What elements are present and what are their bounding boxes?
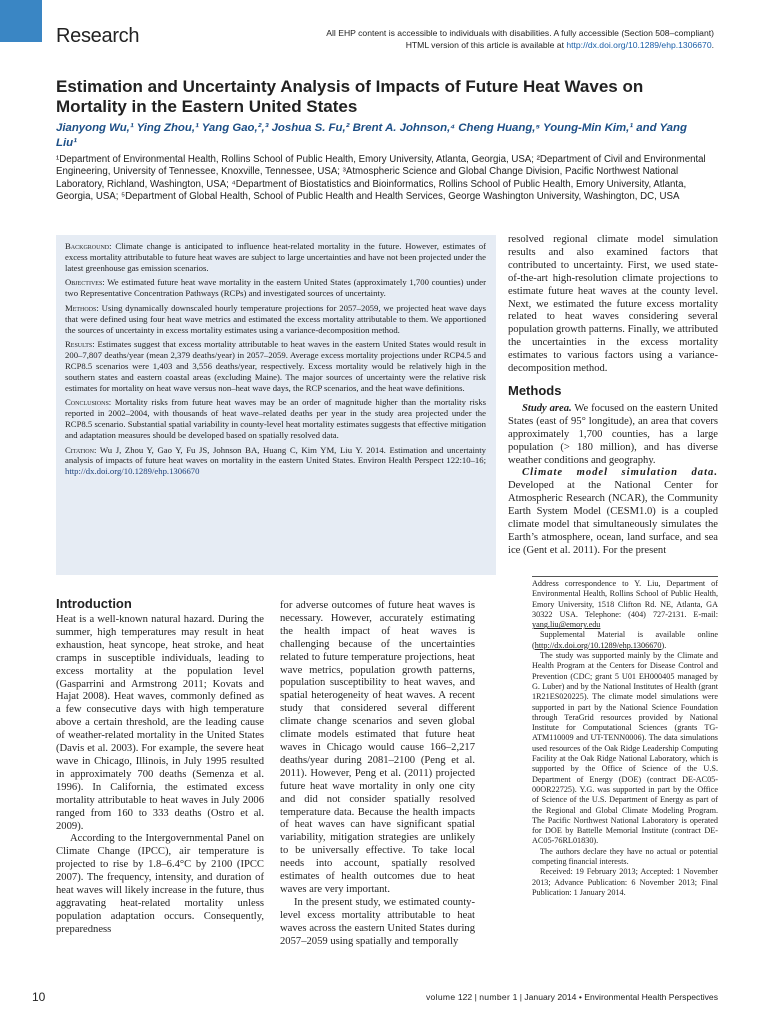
mid-paragraph-2: In the present study, we estimated county-level excess mortality attributable to heat waves across the eastern United States during 2057–2059 using spatially and temporally (280, 896, 475, 947)
citation-doi-link[interactable]: http://dx.doi.org/10.1289/ehp.1306670 (65, 466, 200, 477)
article-title: Estimation and Uncertainty Analysis of Impacts of Future Heat Waves on Mortality in the Eastern United States (56, 77, 644, 116)
dates-note: Received: 19 February 2013; Accepted: 1 November 2013; Advance Publication: 6 November 2013; Final Publication: 1 January 2014. (532, 867, 718, 897)
methods-heading: Methods (508, 382, 562, 398)
email-link[interactable]: yang.liu@emory.edu (532, 620, 601, 630)
author-list: Jianyong Wu,¹ Ying Zhou,¹ Yang Gao,²,³ Joshua S. Fu,² Brent A. Johnson,⁴ Cheng Huang,⁵ Young-Min Kim,¹ and Yang Liu¹ (56, 122, 687, 149)
footnote-divider (532, 576, 718, 577)
accessibility-note (304, 28, 714, 51)
left-column-text (56, 614, 264, 937)
access-line-2: HTML version of this article is available at http://dx.doi.org/10.1289/ehp.1306670. (405, 39, 714, 50)
abstract-box (56, 235, 496, 575)
funding-note: The study was supported mainly by the Climate and Health Program at the Centers for Disease Control and Prevention (CDC; grant 5 U01 EH000405 managed by G. Luber) and by the National Institutes of Health (grant 1R21ES020225). The climate model simulations were supported in part by the National Science Foundation through TeraGrid resources provided by National Institute for Computational Sciences (grants TG-ATM110009 and UT-TENN0006). The data simulations used resources of the Oak Ridge Leadership Computing Facility at the Oak Ridge National Laboratory, which is supported by the Office of Science of the U.S. Department of Energy (DOE) (contract DE-AC05-00OR22725). Y.G. was supported in part by the Office of Science of the U.S. Department of Energy as part of the Regional and Global Climate Modeling Program. The Pacific Northwest National Laboratory is operated for DOE by Battelle Memorial Institute (contract DE-AC05-76RL01830). (532, 651, 718, 846)
section-label: Research (56, 25, 140, 47)
mid-paragraph-1: for adverse outcomes of future heat waves is necessary. However, accurately estimating the health impact of heat waves is challenging because of the uncertainties related to future temperature projections, heat wave metrics, population growth patterns, population susceptibility to heat waves, and spatial heterogeneity of heat waves. A recent study that considered several different climate change scenarios and seven global climate models estimated that future heat waves in Chicago would cause 166–2,217 deaths/year during 2081–2100 (Peng et al. 2011). However, Peng et al. (2011) projected future heat wave mortality in only one city and did not consider spatially resolved temperature data. Because the health impacts of heat waves can have significant spatial variability, mitigation strategies are unlikely to be universally effective. To take local needs into account, spatially resolved estimates of health outcomes due to heat waves are very important. (280, 600, 475, 895)
abstract-background: Background: Climate change is anticipated to influence heat-related mortality in the future. However, estimates of excess mortality attributable to future heat waves are subject to large uncertainties and have not been projected under the latest greenhouse gas emission scenarios. (65, 241, 486, 273)
supplemental-link[interactable]: http://dx.doi.org/10.1289/ehp.1306670 (534, 640, 662, 650)
affiliations: ¹Department of Environmental Health, Rollins School of Public Health, Emory University, Atlanta, Georgia, USA; ²Department of Civil and Environmental Engineering, University of Tennessee, Knoxville, Tennessee, USA; ³Atmospheric Science and Global Change Division, Pacific Northwest National Laboratory, Richland, Washington, USA; ⁴Department of Biostatistics and Bioinformatics, Rollins School of Public Health, Emory University, Atlanta, Georgia, USA; ⁵Department of Global Health, School of Public Health and Health Services, George Washington University, Washington, DC, USA (56, 154, 706, 203)
middle-column-text (280, 600, 475, 948)
abstract-conclusions: Conclusions: Mortality risks from future heat waves may be an order of magnitude higher than the mortality risks reported in 2002–2004, with thousands of heat wave–related deaths per year in the study area projected under the RCP8.5 scenario. Substantial spatial variability in county-level heat mortality estimates suggests that effective mitigation and adaptation measures should be developed based on spatially resolved data. (65, 397, 486, 440)
intro-paragraph-1: Heat is a well-known natural hazard. During the summer, high temperatures may result in heat exhaustion, heat syncope, heat stroke, and heat cramps in susceptible individuals, leading to excess mortality at the population level (Gasparrini and Armstrong 2011; Kovats and Hajat 2008). Heat waves, commonly defined as a few consecutive days with high temperature above a certain threshold, are the leading cause of weather-related mortality in the United States (Davis et al. 2003). For example, the severe heat wave in Chicago, Illinois, in July 1995 resulted in approximately 700 deaths (Semenza et al. 1996). In California, the estimated excess mortality attributable to heat waves in July 2006 ranged from 160 to 333 deaths (Ostro et al. 2009). (56, 614, 264, 832)
page-number: 10 (32, 990, 46, 1004)
supplemental-note: Supplemental Material is available online (http://dx.doi.org/10.1289/ehp.1306670). (532, 630, 718, 650)
abstract-objectives: Objectives: We estimated future heat wave mortality in the eastern United States (approximately 1,700 counties) under two Representative Concentration Pathways (RCPs) and investigated sources of uncertainty. (65, 277, 487, 299)
correspondence-note: Address correspondence to Y. Liu, Department of Environmental Health, Rollins School of Public Health, Emory University, 1518 Clifton Rd. NE, Atlanta, GA 30322 USA. Telephone: (404) 727-2131. E-mail: yang.liu@emory.edu (532, 579, 718, 630)
introduction-heading: Introduction (56, 596, 132, 611)
abstract-methods: Methods: Using dynamically downscaled hourly temperature projections for 2057–2059, we projected heat wave days that were defined using four heat wave metrics and estimated the excess mortality attributable to them. We apportioned the sources of uncertainty in excess mortality estimates using a variance-decomposition method. (65, 302, 486, 335)
footnotes (532, 579, 718, 898)
journal-footer: volume 122 | number 1 | January 2014 • Environmental Health Perspectives (425, 992, 718, 1002)
competing-interests-note: The authors declare they have no actual or potential competing financial interests. (532, 846, 718, 867)
html-version-link[interactable]: http://dx.doi.org/10.1289/ehp.1306670 (566, 39, 712, 50)
intro-continuation: resolved regional climate model simulation results and also examined factors that contributed to uncertainty. First, we used state-of-the-art high-resolution climate projections to estimate future heat waves at the county level. Next, we estimated the future excess mortality related to heat waves considering several population growth patterns. Finally, we attributed the uncertainties in the excess mortality estimates to various factors using a variance-decomposition method. (508, 234, 718, 375)
access-line-1: All EHP content is accessible to individuals with disabilities. A fully accessible (Section 508–compliant) (326, 28, 714, 38)
abstract-citation: Citation: Wu J, Zhou Y, Gao Y, Fu JS, Johnson BA, Huang C, Kim YM, Liu Y. 2014. Estimation and uncertainty analysis of impacts of future heat waves on mortality in the eastern United States. Environ Health Perspect 122:10–16; http://dx.doi.org/10.1289/ehp.1306670 (65, 444, 487, 477)
study-area-paragraph: Study area. We focused on the eastern United States (east of 95° longitude), an area that covers approximately 1,700 counties, has a large population (> 180 million), and has diverse weather conditions and geography. (508, 402, 718, 466)
intro-paragraph-2: According to the Intergovernmental Panel on Climate Change (IPCC), air temperature is projected to rise by 1.8–6.4°C by 2100 (IPCC 2007). The frequency, intensity, and duration of heat waves will likely increase in the future, thus aggravating heat-related mortality unless population adaptation occurs. Consequently, preparedness (56, 833, 264, 935)
climate-model-paragraph: Climate model simulation data. Developed at the National Center for Atmospheric Research (NCAR), the Community Earth System Model (CESM1.0) is a coupled climate model that simultaneously simulates the Earth’s atmosphere, ocean, land surface, and sea ice (Gent et al. 2011). For the present (508, 467, 718, 556)
right-column-text (508, 234, 718, 558)
abstract-results: Results: Estimates suggest that excess mortality attributable to heat waves in the eastern United States would result in 200–7,807 deaths/year (mean 2,379 deaths/year) in 2057–2059. Average excess mortality projections under RCP4.5 and RCP8.5 scenarios were 1,403 and 3,556 deaths/year, respectively. Excess mortality would be relatively high in the southern states and eastern coastal areas (excluding Maine). The major sources of uncertainty were the relative risk estimates for mortality on heat wave versus non–heat wave days, the RCP scenarios, and the heat wave definitions. (65, 339, 487, 393)
section-color-tab (0, 0, 42, 42)
